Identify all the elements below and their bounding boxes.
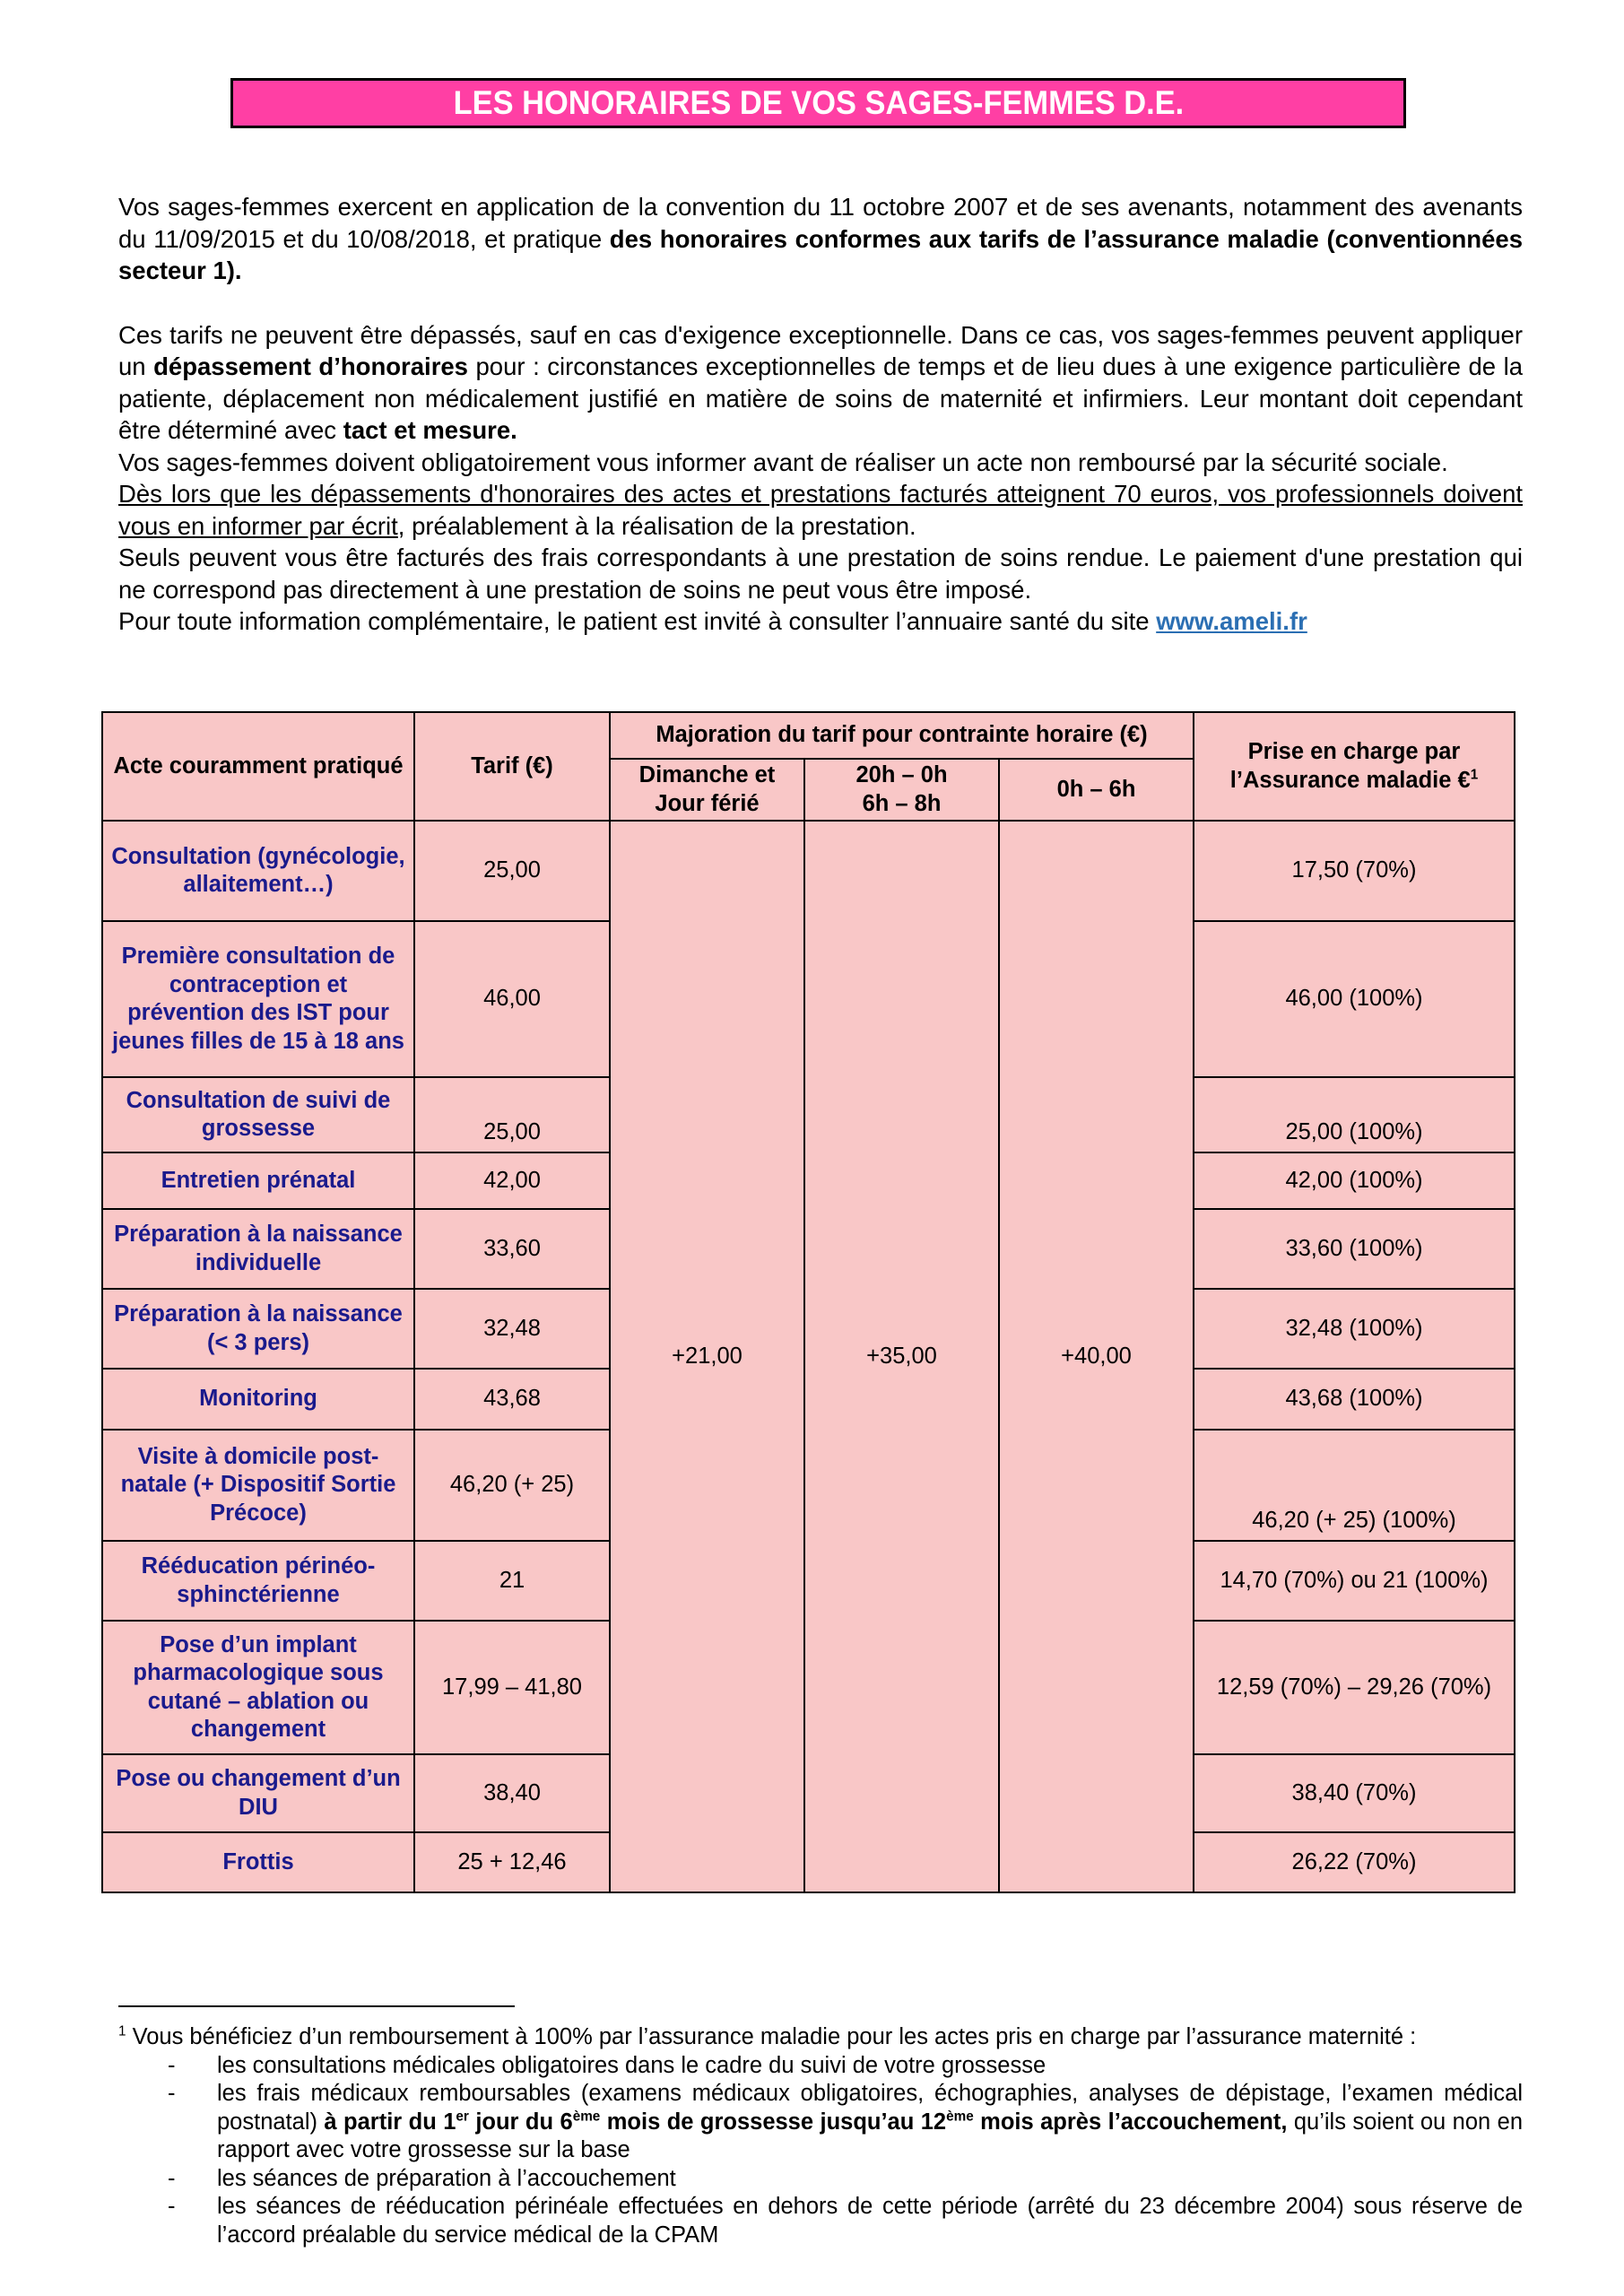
header-prise-en-charge bbox=[1194, 712, 1515, 821]
row-acte: Consultation de suivi de grossesse bbox=[102, 1077, 414, 1152]
intro-text bbox=[118, 191, 1523, 638]
row-tarif: 25,00 bbox=[414, 821, 610, 921]
footnote-item: - les séances de préparation à l’accouchement bbox=[118, 2165, 1523, 2194]
row-acte: Première consultation de contraception et prévention des IST pour jeunes filles de 15 à 18 ans bbox=[102, 921, 414, 1077]
footnote-ref-1: 1 bbox=[1470, 767, 1479, 782]
intro-p6-text: Pour toute information complémentaire, le patient est invité à consulter l’annuaire santé du site bbox=[118, 607, 1157, 635]
row-acte: Rééducation périnéo-sphinctérienne bbox=[102, 1541, 414, 1621]
row-tarif: 33,60 bbox=[414, 1209, 610, 1289]
row-prise: 38,40 (70%) bbox=[1194, 1754, 1515, 1832]
row-acte: Préparation à la naissance individuelle bbox=[102, 1209, 414, 1289]
row-prise: 33,60 (100%) bbox=[1194, 1209, 1515, 1289]
row-prise: 46,00 (100%) bbox=[1194, 921, 1515, 1077]
row-acte: Monitoring bbox=[102, 1369, 414, 1430]
intro-paragraph-convention bbox=[118, 191, 1523, 287]
row-tarif: 46,00 bbox=[414, 921, 610, 1077]
header-20h: 20h – 0h bbox=[855, 762, 948, 787]
intro-p2-text-a: Ces tarifs ne peuvent être dépassés, sauf en cas d'exigence exceptionnelle. Dans ce cas, vos sages-femmes peuvent appliquer un bbox=[118, 320, 1523, 380]
header-6h: 6h – 8h bbox=[862, 790, 942, 816]
row-prise: 43,68 (100%) bbox=[1194, 1369, 1515, 1430]
row-acte: Pose d’un implant pharmacologique sous cutané – ablation ou changement bbox=[102, 1621, 414, 1754]
row-prise: 42,00 (100%) bbox=[1194, 1152, 1515, 1209]
majoration-dimanche: +21,00 bbox=[610, 821, 804, 1892]
footnote-item-bold bbox=[324, 2109, 1287, 2135]
row-acte: Pose ou changement d’un DIU bbox=[102, 1754, 414, 1832]
majoration-20h-8h: +35,00 bbox=[804, 821, 999, 1892]
row-tarif: 25,00 bbox=[414, 1077, 610, 1152]
row-acte: Consultation (gynécologie, allaitement…) bbox=[102, 821, 414, 921]
footnote-item bbox=[118, 2080, 1523, 2165]
footnote-item: - les séances de rééducation périnéale effectuées en dehors de cette période (arrêté du 23 décembre 2004) sous réserve de l’accord préalable du service médical de la CPAM bbox=[118, 2193, 1523, 2249]
intro-p1-text: Vos sages-femmes exercent en application de la convention du 11 octobre 2007 et de ses avenants, notamment des avenants du 11/09/2015 et du 10/08/2018, et pratique bbox=[118, 193, 1523, 253]
bold-part-1: à partir du 1 bbox=[324, 2109, 456, 2135]
row-tarif: 43,68 bbox=[414, 1369, 610, 1430]
intro-p1-bold: des honoraires conformes aux tarifs de l’assurance maladie (conventionnées secteur 1). bbox=[118, 224, 1523, 284]
row-prise: 17,50 (70%) bbox=[1194, 821, 1515, 921]
row-tarif: 25 + 12,46 bbox=[414, 1832, 610, 1892]
footnote-item-text: les frais médicaux remboursables (examens médicaux obligatoires, échographies, analyses de dépistage, l’examen médical postnatal) bbox=[217, 2081, 1523, 2135]
intro-p2-bold-b: tact et mesure. bbox=[343, 416, 517, 444]
row-tarif: 42,00 bbox=[414, 1152, 610, 1209]
majoration-0h-6h: +40,00 bbox=[999, 821, 1194, 1892]
footnote bbox=[118, 2023, 1523, 2249]
header-tarif: Tarif (€) bbox=[414, 712, 610, 821]
table-row bbox=[102, 821, 1515, 921]
fees-table bbox=[101, 711, 1515, 1893]
sup-eme-2: ème bbox=[946, 2109, 974, 2124]
footnote-intro bbox=[118, 2023, 1523, 2052]
row-prise: 46,20 (+ 25) (100%) bbox=[1194, 1430, 1515, 1541]
footnote-intro-text: Vous bénéficiez d’un remboursement à 100% par l’assurance maladie pour les actes pris en charge par l’assurance maternité : bbox=[126, 2024, 1417, 2049]
sup-er: er bbox=[456, 2109, 469, 2124]
header-prise-text: Prise en charge par l’Assurance maladie € bbox=[1229, 739, 1471, 793]
row-prise: 12,59 (70%) – 29,26 (70%) bbox=[1194, 1621, 1515, 1754]
intro-p2-text-b: pour : circonstances exceptionnelles de temps et de lieu dues à une exigence particulière de la patiente, déplacement non médicalement justifié en matière de soins de maternité et infirmiers. Leur montant doit cependant être déterminé avec bbox=[118, 352, 1524, 444]
row-acte: Entretien prénatal bbox=[102, 1152, 414, 1209]
header-0h-6h: 0h – 6h bbox=[999, 759, 1194, 821]
header-dimanche: Dimanche et Jour férié bbox=[610, 759, 804, 821]
intro-paragraph-frais: Seuls peuvent vous être facturés des frais correspondants à une prestation de soins rendue. Le paiement d'une prestation qui ne correspond pas directement à une prestation de soins ne peut vous être imposé. bbox=[118, 544, 1523, 604]
row-prise: 25,00 (100%) bbox=[1194, 1077, 1515, 1152]
row-tarif: 38,40 bbox=[414, 1754, 610, 1832]
intro-paragraph-depassement bbox=[118, 319, 1523, 447]
row-prise: 26,22 (70%) bbox=[1194, 1832, 1515, 1892]
page-title-banner bbox=[230, 78, 1406, 128]
bold-part-4: mois après l’accouchement, bbox=[973, 2109, 1288, 2135]
header-acte: Acte couramment pratiqué bbox=[102, 712, 414, 821]
table-header-row bbox=[102, 712, 1515, 759]
header-20h-8h bbox=[804, 759, 999, 821]
intro-paragraph-70-euros bbox=[118, 478, 1523, 542]
row-acte: Visite à domicile post-natale (+ Dispositif Sortie Précoce) bbox=[102, 1430, 414, 1541]
bold-part-3: mois de grossesse jusqu’au 12 bbox=[600, 2109, 947, 2135]
ameli-link[interactable]: www.ameli.fr bbox=[1156, 607, 1307, 635]
intro-paragraph-information: Vos sages-femmes doivent obligatoirement vous informer avant de réaliser un acte non remboursé par la sécurité sociale. bbox=[118, 448, 1448, 476]
row-prise: 14,70 (70%) ou 21 (100%) bbox=[1194, 1541, 1515, 1621]
footnote-item: - les consultations médicales obligatoires dans le cadre du suivi de votre grossesse bbox=[118, 2052, 1523, 2081]
page-title: LES HONORAIRES DE VOS SAGES-FEMMES D.E. bbox=[453, 84, 1184, 121]
sup-eme-1: ème bbox=[572, 2109, 601, 2124]
intro-paragraph-ameli bbox=[118, 605, 1523, 638]
row-tarif: 46,20 (+ 25) bbox=[414, 1430, 610, 1541]
footnote-list bbox=[118, 2052, 1523, 2250]
intro-p4-text: , préalablement à la réalisation de la prestation. bbox=[397, 511, 916, 540]
footnote-item-text-end: qu’ils soient ou non en rapport avec votre grossesse sur la base bbox=[217, 2109, 1524, 2162]
footnote-separator bbox=[118, 2005, 515, 2007]
row-tarif: 32,48 bbox=[414, 1289, 610, 1369]
intro-p4-underlined: Dès lors que les dépassements d'honoraires des actes et prestations facturés atteignent 70 euros, vos professionnels doivent vous en informer par écrit bbox=[118, 480, 1523, 540]
row-tarif: 21 bbox=[414, 1541, 610, 1621]
row-tarif: 17,99 – 41,80 bbox=[414, 1621, 610, 1754]
row-prise: 32,48 (100%) bbox=[1194, 1289, 1515, 1369]
row-acte: Frottis bbox=[102, 1832, 414, 1892]
bold-part-2: jour du 6 bbox=[468, 2109, 573, 2135]
header-majoration: Majoration du tarif pour contrainte horaire (€) bbox=[610, 712, 1194, 759]
row-acte: Préparation à la naissance (< 3 pers) bbox=[102, 1289, 414, 1369]
footnote-number: 1 bbox=[118, 2023, 126, 2039]
intro-p2-bold-a: dépassement d’honoraires bbox=[153, 352, 468, 380]
